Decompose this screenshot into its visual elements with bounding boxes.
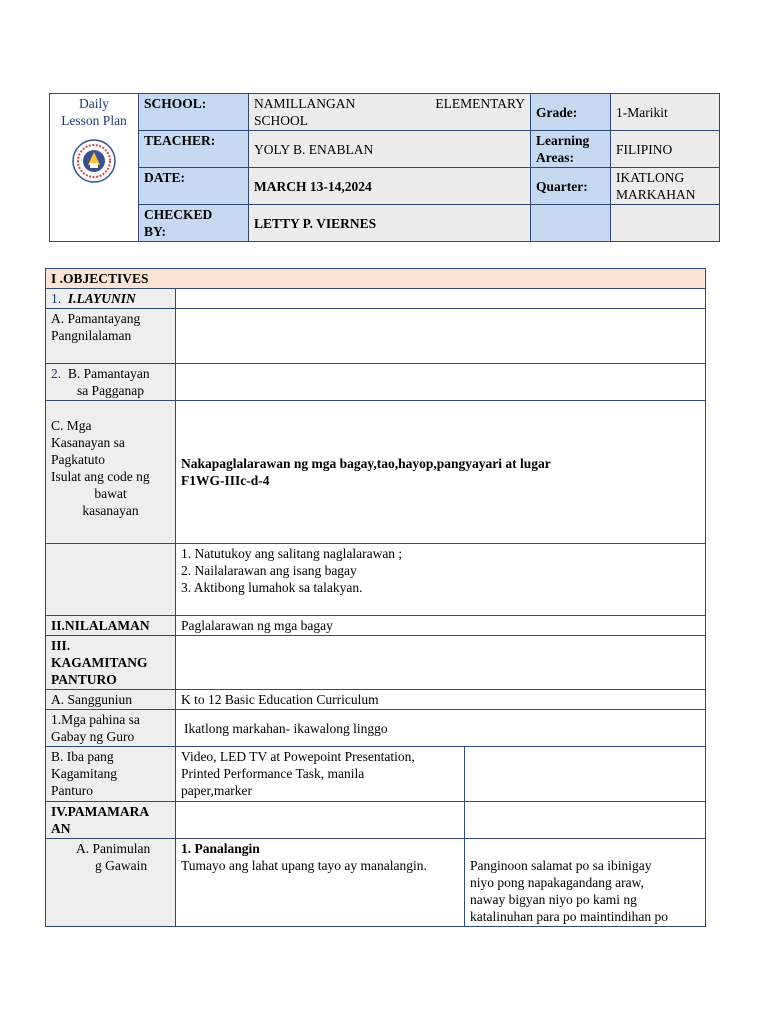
empty-cell-blue [531,205,611,242]
objective-item: 1. Natutukoy ang salitang naglalarawan ; [181,546,403,561]
pamantayan-pagganap-label: 2. B. Pamantayan sa Pagganap [46,364,176,401]
lesson-table [45,268,706,927]
checked-by-label: CHECKED BY: [139,205,249,242]
checked-by-value: LETTY P. VIERNES [249,205,531,242]
deped-seal-icon [72,139,116,183]
pamamaraan-extra [465,802,706,839]
objective-item: 2. Nailalarawan ang isang bagay [181,563,357,578]
iba-pang-kagamitan-extra [465,747,706,802]
learning-areas-value: FILIPINO [611,131,720,168]
grade-label: Grade: [531,94,611,131]
panalangin-text: Tumayo ang lahat upang tayo ay manalangin. [181,858,427,873]
kasanayan-value: Nakapaglalarawan ng mga bagay,tao,hayop,pangyayari at lugar F1WG-IIIc-d-4 [176,401,706,544]
iba-pang-kagamitan-value: Video, LED TV at Powepoint Presentation, Printed Performance Task, manila paper,marker [176,747,465,802]
school-label: SCHOOL: [139,94,249,131]
objective-item: 3. Aktibong lumahok sa talakyan. [181,580,363,595]
empty-cell-grey [611,205,720,242]
lesson-plan-label: Lesson Plan [61,113,127,128]
objectives-heading: I .OBJECTIVES [46,269,706,289]
kagamitang-panturo-label: III. KAGAMITANG PANTURO [46,636,176,690]
school-value: NAMILLANGAN ELEMENTARY SCHOOL [249,94,531,131]
pamantayang-pangnilalaman-value [176,309,706,364]
panalangin-title: 1. Panalangin [181,841,260,856]
quarter-value: IKATLONG MARKAHAN [611,168,720,205]
pahina-gabay-value: Ikatlong markahan- ikawalong linggo [176,710,706,747]
panalangin-cell [176,839,465,927]
kagamitang-panturo-value [176,636,706,690]
teacher-value: YOLY B. ENABLAN [249,131,531,168]
pamamaraan-value [176,802,465,839]
nilalaman-value: Paglalarawan ng mga bagay [176,616,706,636]
panimulang-gawain-label: A. Panimulan g Gawain [46,839,176,927]
pamamaraan-label: IV.PAMAMARA AN [46,802,176,839]
nilalaman-label: II.NILALAMAN [46,616,176,636]
date-value: MARCH 13-14,2024 [249,168,531,205]
pamantayang-pangnilalaman-label: A. Pamantayang Pangnilalaman [46,309,176,364]
header-table [49,93,720,242]
kasanayan-label: C. Mga Kasanayan sa Pagkatuto Isulat ang code ng bawat kasanayan [46,401,176,544]
logo-cell [50,94,139,242]
daily-label: Daily [79,96,109,111]
learning-areas-label: Learning Areas: [531,131,611,168]
date-label: DATE: [139,168,249,205]
iba-pang-kagamitan-label: B. Iba pang Kagamitang Panturo [46,747,176,802]
sanggunian-value: K to 12 Basic Education Curriculum [176,690,706,710]
prayer-cell: Panginoon salamat po sa ibinigay niyo pong napakagandang araw, naway bigyan niyo po kami ng katalinuhan para po maintindihan po [465,839,706,927]
objectives-list [176,544,706,616]
grade-value: 1-Marikit [611,94,720,131]
pahina-gabay-label: 1.Mga pahina sa Gabay ng Guro [46,710,176,747]
objectives-list-label [46,544,176,616]
layunin-value [176,289,706,309]
quarter-label: Quarter: [531,168,611,205]
sanggunian-label: A. Sangguniun [46,690,176,710]
teacher-label: TEACHER: [139,131,249,168]
pamantayan-pagganap-value [176,364,706,401]
layunin-label: 1. I.LAYUNIN [46,289,176,309]
